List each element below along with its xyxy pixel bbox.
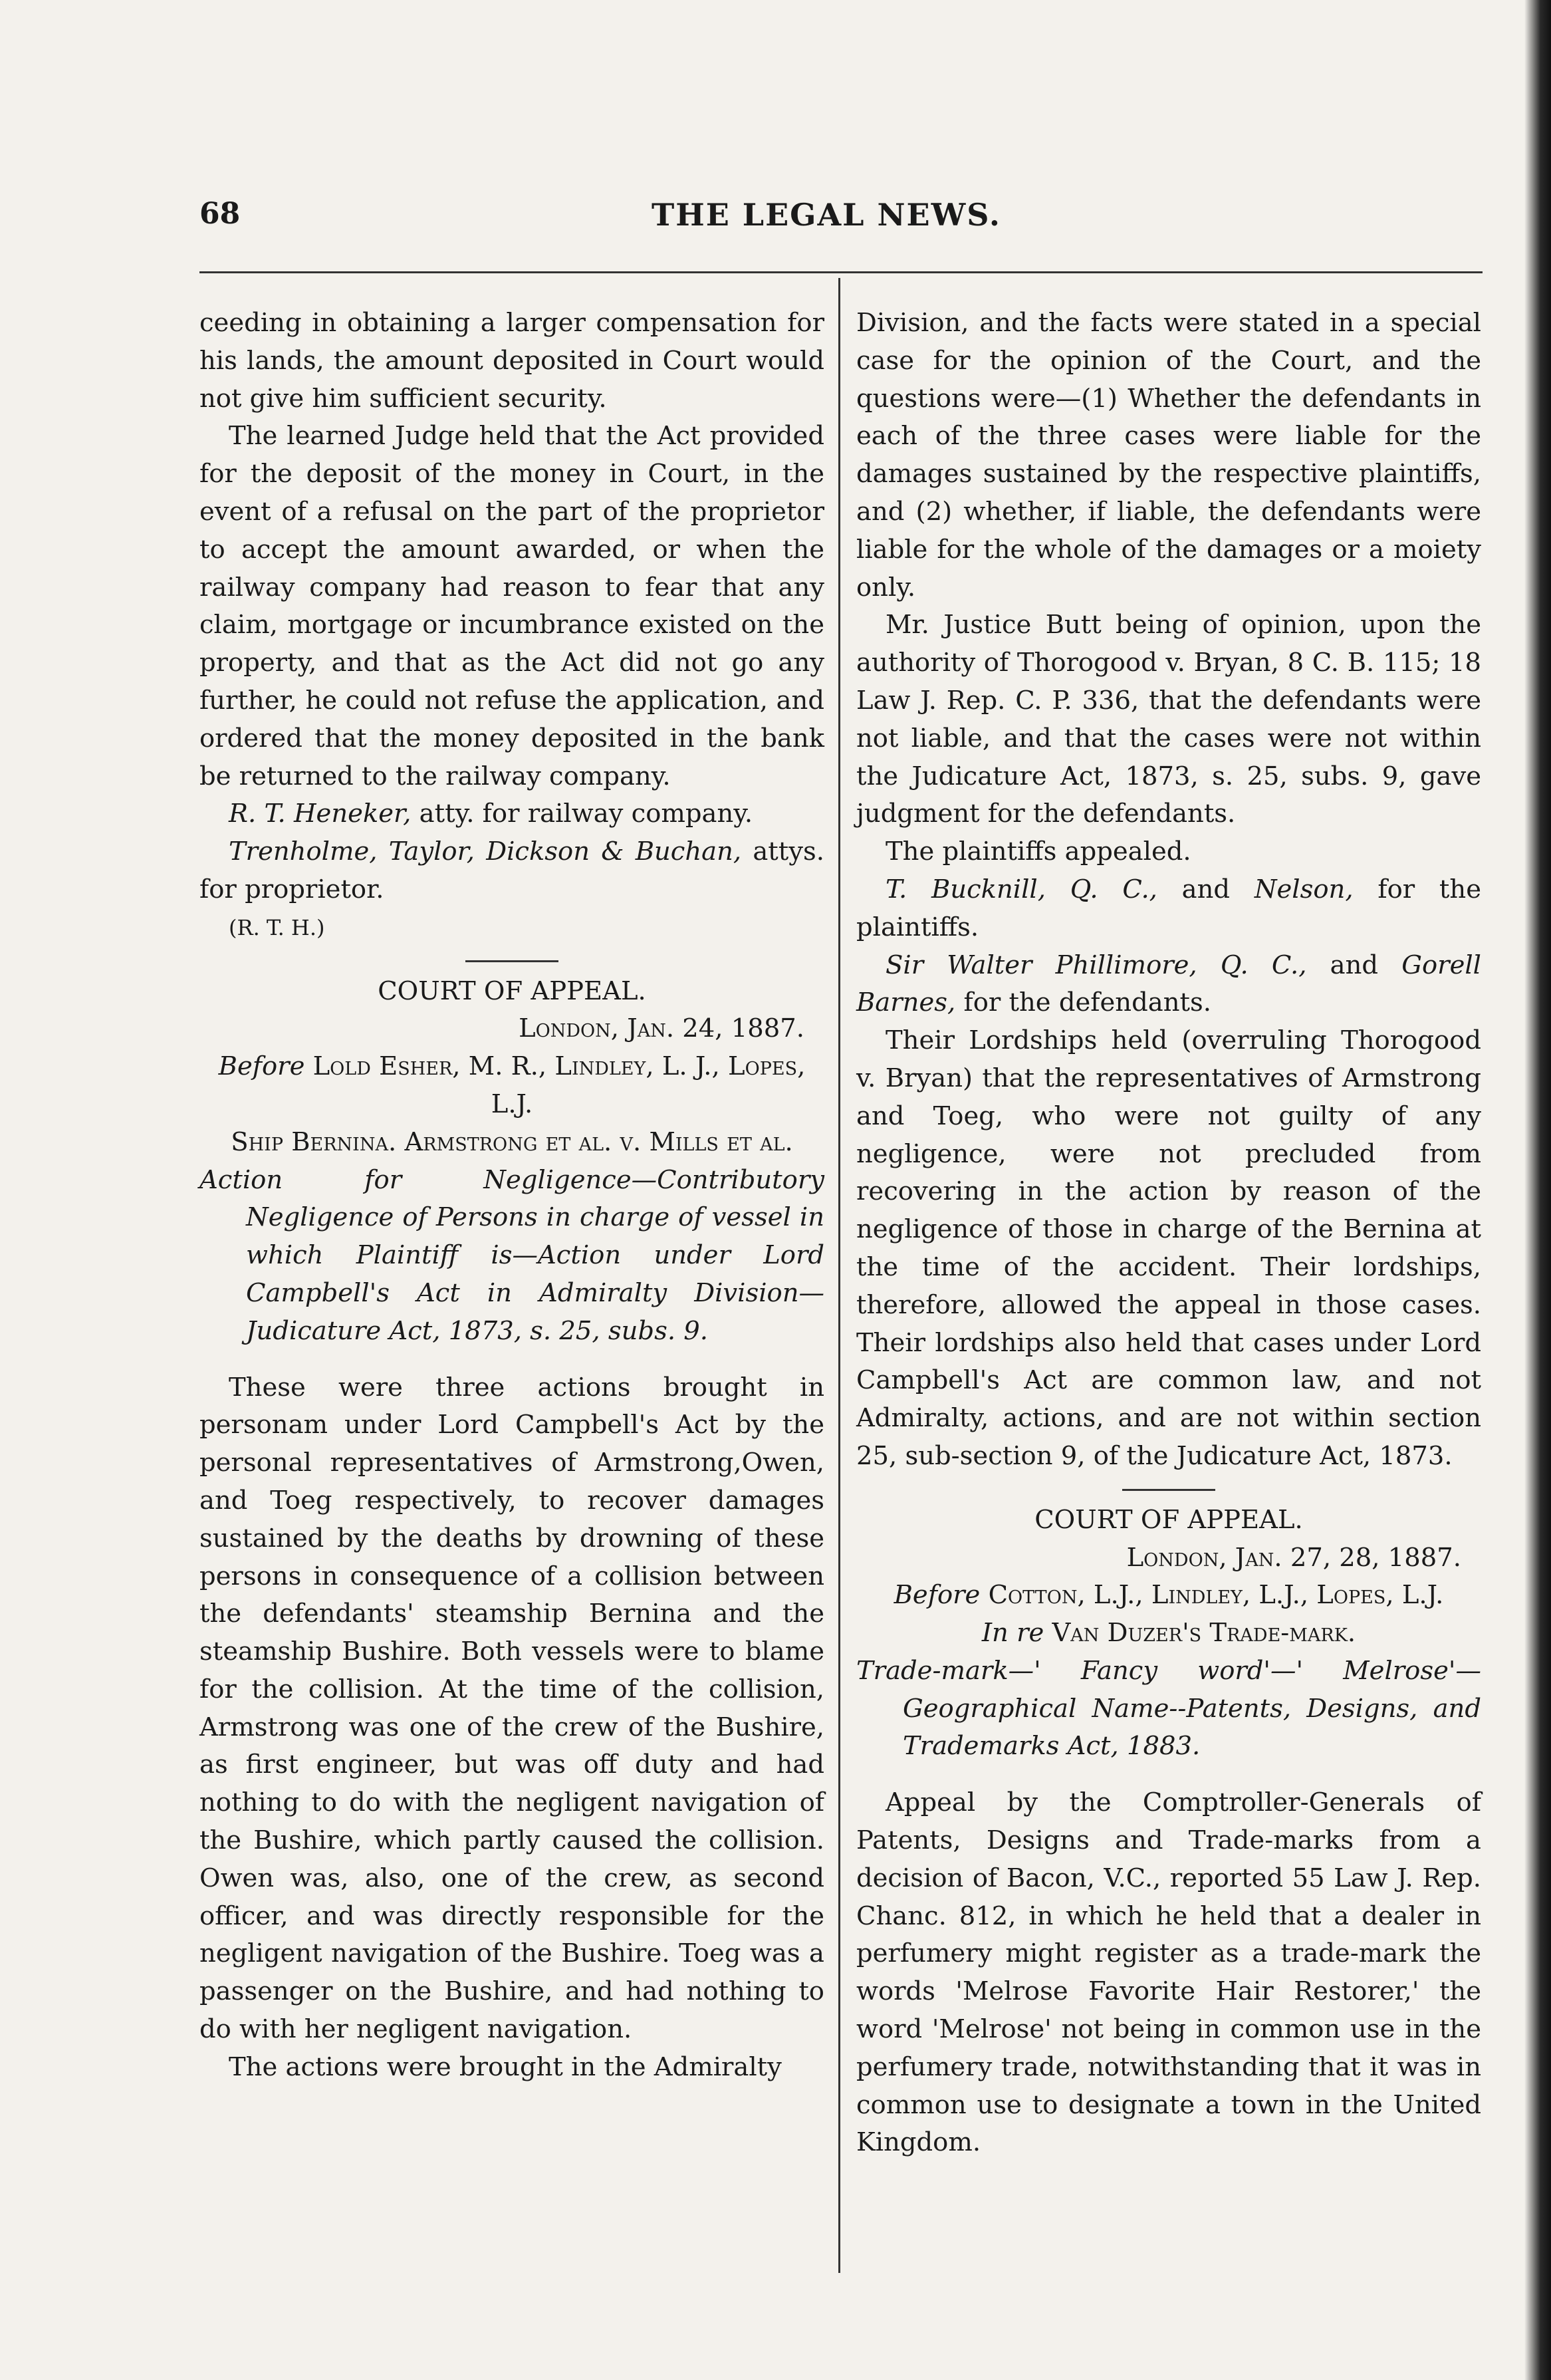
paragraph: Appeal by the Comptroller-Generals of Patents, Designs and Trade-marks from a decision of Bacon, V.C., reported 55 Law J. Rep. Chanc. 812, in which he held that a dealer in perfumery might register as a trade-mark the words 'Melrose Favorite Hair Restorer,' the word 'Melrose' not being in common use in the perfumery trade, notwithstanding that it was in common use to designate a town in the United Kingdom. xyxy=(856,1787,1481,2158)
left-column xyxy=(199,305,824,2087)
section-separator xyxy=(465,960,558,962)
counsel-name: Gorell Barnes, xyxy=(856,950,1481,1018)
page-header xyxy=(199,197,1483,250)
case-title-prefix: In re xyxy=(981,1618,1044,1649)
court-heading: COURT OF APPEAL. xyxy=(1034,1504,1303,1535)
bench-judges: Cotton, L.J., Lindley, L.J., Lopes, L.J. xyxy=(980,1580,1444,1611)
column-divider xyxy=(838,278,840,2273)
bench-judges: Lold Esher, M. R., Lindley, L. J., Lopes, L.J. xyxy=(304,1051,806,1119)
counsel-name: R. T. Heneker, xyxy=(229,799,412,829)
paragraph: Mr. Justice Butt being of opinion, upon the authority of Thorogood v. Bryan, 8 C. B. 115; 18 Law J. Rep. C. P. 336, that the defendants were not liable, and that the cases were not within the Judicature Act, 1873, s. 25, subs. 9, gave judgment for the defendants. xyxy=(856,610,1481,829)
paragraph: ceeding in obtaining a larger compensation for his lands, the amount deposited in Court would not give him sufficient security. xyxy=(199,308,824,414)
bench-line xyxy=(856,1577,1481,1615)
case-title-name: Van Duzer's Trade-mark. xyxy=(1044,1618,1356,1649)
publication-title: THE LEGAL NEWS. xyxy=(652,197,1001,233)
case-date: London, Jan. 27, 28, 1887. xyxy=(1126,1542,1461,1573)
counsel-name: Trenholme, Taylor, Dickson & Buchan, xyxy=(229,837,742,867)
section-separator xyxy=(1122,1489,1215,1491)
counsel-name: Nelson, xyxy=(1254,874,1354,904)
paragraph: The actions were brought in the Admiralty xyxy=(229,2051,782,2082)
paragraph: Division, and the facts were stated in a special case for the opinion of the Court, and the questions were—(1) Whether the defendants in each of the three cases were liable for the damages sustained by the respective plaintiffs, and (2) whether, if liable, the defendants were liable for the whole of the damages or a moiety only. xyxy=(856,308,1481,602)
right-column xyxy=(856,305,1481,2162)
court-heading: COURT OF APPEAL. xyxy=(378,976,646,1006)
counsel-role: atty. for railway company. xyxy=(411,799,753,829)
case-title: Ship Bernina. Armstrong et al. v. Mills et al. xyxy=(231,1126,793,1157)
paragraph: These were three actions brought in personam under Lord Campbell's Act by the personal representatives of Armstrong,Owen, and Toeg respectively, to recover damages sustained by the deaths by drowning of these persons in consequence of a collision between the defendants' steamship Bernina and the steamship Bushire. Both vessels were to blame for the collision. At the time of the collision, Armstrong was one of the crew of the Bushire, as first engineer, but was off duty and had nothing to do with the negligent navigation of the Bushire, which partly caused the collision. Owen was, also, one of the crew, as second officer, and was directly responsible for the negligent navigation of the Bushire. Toeg was a passenger on the Bushire, and had nothing to do with her negligent navigation. xyxy=(199,1372,824,2045)
counsel-role: for the defendants. xyxy=(955,988,1211,1018)
headnote: Trade-mark—' Fancy word'—' Melrose'—Geographical Name--Patents, Designs, and Trademarks Act, 1883. xyxy=(856,1655,1481,1762)
page-number: 68 xyxy=(199,197,241,231)
counsel-line xyxy=(199,833,824,909)
counsel-name: Sir Walter Phillimore, Q. C., xyxy=(886,950,1307,980)
counsel-role: for the plaintiffs. xyxy=(856,874,1481,942)
header-rule xyxy=(199,271,1483,273)
bench-line xyxy=(199,1048,824,1124)
counsel-role: attys. for proprietor. xyxy=(199,837,824,904)
paragraph: The plaintiffs appealed. xyxy=(886,837,1191,867)
case-date: London, Jan. 24, 1887. xyxy=(519,1013,804,1044)
counsel-name: T. Bucknill, Q. C., xyxy=(886,874,1157,904)
reporter-initials: (R. T. H.) xyxy=(229,914,325,940)
counsel-line: Sir Walter Phillimore, Q. C., and Gorell Barnes, for the defendants. xyxy=(856,950,1481,1018)
paragraph: Their Lordships held (overruling Thorogood v. Bryan) that the representatives of Armstrong and Toeg, who were not guilty of any negligence, were not precluded from recovering in the action by reason of the negligence of those in charge of the Bernina at the time of the accident. Their lordships, therefore, allowed the appeal in those cases. Their lordships also held that cases under Lord Campbell's Act are common law, and not Admiralty, actions, and are not within section 25, sub-section 9, of the Judicature Act, 1873. xyxy=(856,1025,1481,1471)
paragraph: The learned Judge held that the Act provided for the deposit of the money in Court, in the event of a refusal on the part of the proprietor to accept the amount awarded, or when the railway company had reason to fear that any claim, mortgage or incumbrance existed on the property, and that as the Act did not go any further, he could not refuse the application, and ordered that the money deposited in the bank be returned to the railway company. xyxy=(199,421,824,791)
counsel-line: T. Bucknill, Q. C., and Nelson, for the plaintiffs. xyxy=(856,874,1481,942)
case-title xyxy=(856,1615,1481,1653)
before-word: Before xyxy=(894,1580,981,1611)
counsel-line xyxy=(199,795,824,833)
page-edge-shadow xyxy=(1524,0,1551,2380)
headnote: Action for Negligence—Contributory Negligence of Persons in charge of vessel in which Plaintiff is—Action under Lord Campbell's Act in Admiralty Division—Judicature Act, 1873, s. 25, subs. 9. xyxy=(199,1164,824,1346)
before-word: Before xyxy=(218,1051,305,1082)
